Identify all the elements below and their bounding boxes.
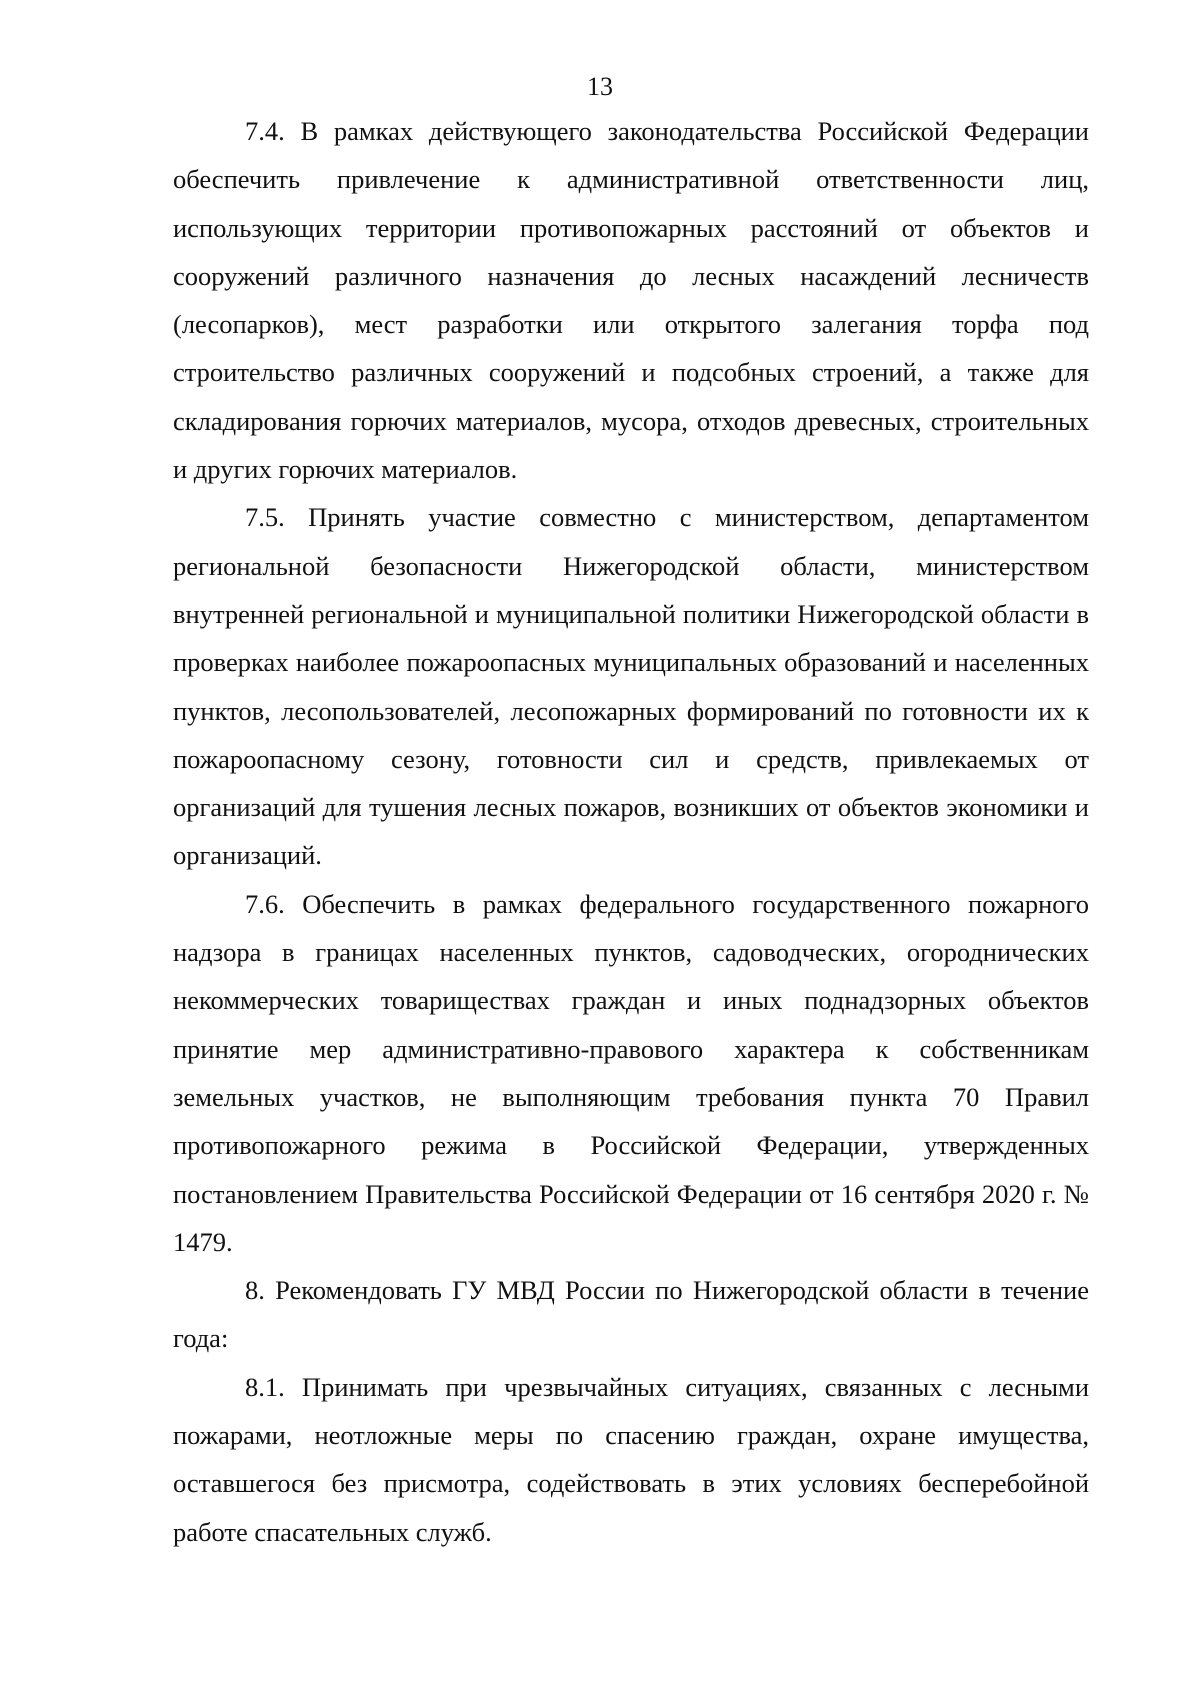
page-number: 13 [587,72,613,101]
paragraph-8-1: 8.1. Принимать при чрезвычайных ситуациях, связанных с лесными пожарами, неотложные меры по спасению граждан, охране имущества, оставшегося без присмотра, содействовать в этих условиях бесперебойной работе спасательных служб. [173,1371,1089,1547]
paragraph-8: 8. Рекомендовать ГУ МВД России по Нижегородской области в течение года: [173,1275,1089,1354]
paragraph-7-5: 7.5. Принять участие совместно с министерством, департаментом региональной безопасности Нижегородской области, министерством внутренней региональной и муниципальной политики Нижегородской области в проверках наиболее пожароопасных муниципальных образований и населенных пунктов, лесопользователей, лесопожарных формирований по готовности их к пожароопасному сезону, готовности сил и средств, привлекаемых от организаций для тушения лесных пожаров, возникших от объектов экономики и организаций. [173,502,1089,871]
document-body [173,107,1089,1556]
paragraph-7-4: 7.4. В рамках действующего законодательства Российской Федерации обеспечить привлечение к административной ответственности лиц, использующих территории противопожарных расстояний от объектов и сооружений различного назначения до лесных насаждений лесничеств (лесопарков), мест разработки или открытого залегания торфа под строительство различных сооружений и подсобных строений, а также для складирования горючих материалов, мусора, отходов древесных, строительных и других горючих материалов. [173,116,1089,485]
paragraph-7-6: 7.6. Обеспечить в рамках федерального государственного пожарного надзора в границах населенных пунктов, садоводческих, огороднических некоммерческих товариществах граждан и иных поднадзорных объектов принятие мер административно-правового характера к собственникам земельных участков, не выполняющим требования пункта 70 Правил противопожарного режима в Российской Федерации, утвержденных постановлением Правительства Российской Федерации от 16 сентября 2020 г. № 1479. [173,888,1089,1257]
